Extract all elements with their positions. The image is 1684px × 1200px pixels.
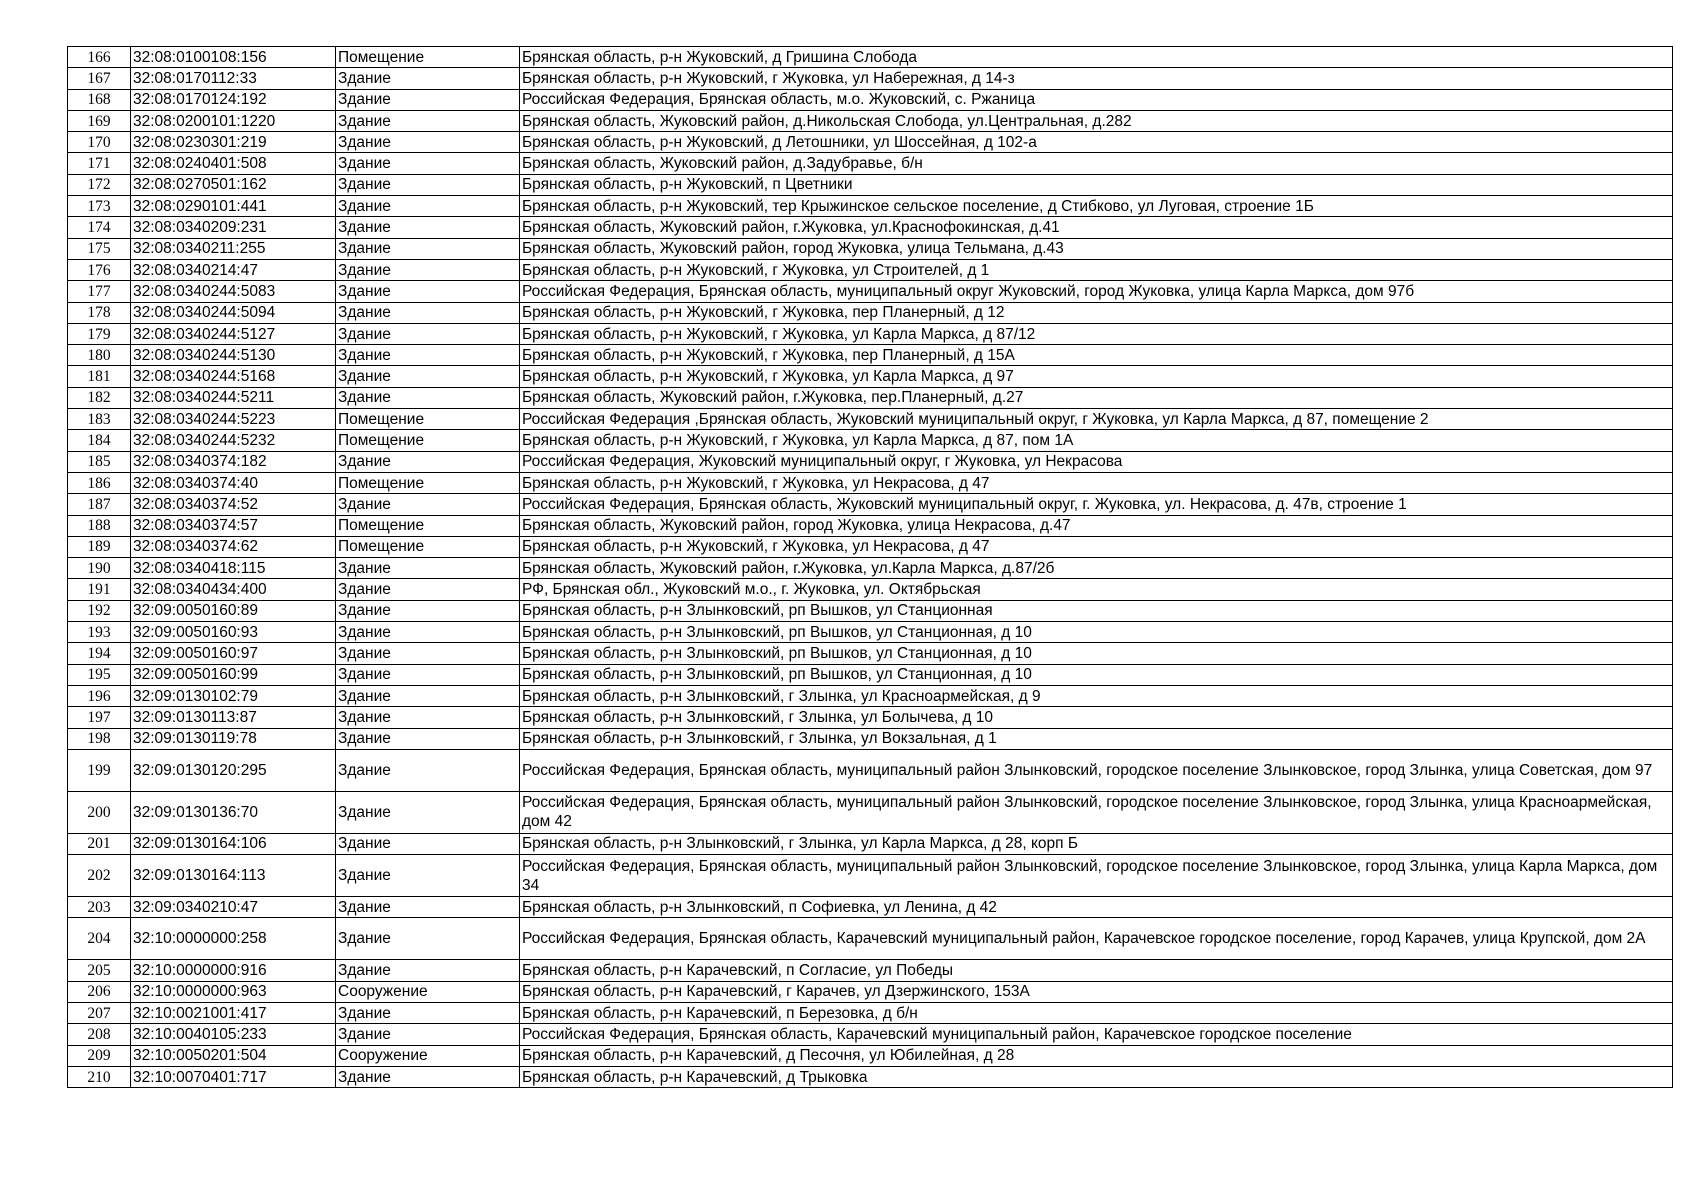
- table-row: [68, 707, 1673, 728]
- row-number-cell: 176: [68, 259, 131, 280]
- cadastral-number-cell: 32:09:0130119:78: [131, 728, 336, 749]
- address-cell: Брянская область, р-н Злынковский, г Злынка, ул Болычева, д 10: [520, 707, 1673, 728]
- table-row: [68, 728, 1673, 749]
- address-cell: Брянская область, Жуковский район, г.Жуковка, ул.Карла Маркса, д.87/2б: [520, 558, 1673, 579]
- row-number-cell: 177: [68, 281, 131, 302]
- table-row: [68, 68, 1673, 89]
- address-cell: Брянская область, р-н Злынковский, рп Вышков, ул Станционная, д 10: [520, 664, 1673, 685]
- object-type-cell: Здание: [336, 664, 520, 685]
- cadastral-number-cell: 32:08:0340244:5127: [131, 323, 336, 344]
- table-row: [68, 387, 1673, 408]
- row-number-cell: 166: [68, 47, 131, 68]
- object-type-cell: Здание: [336, 897, 520, 918]
- table-row: [68, 981, 1673, 1002]
- address-cell: Брянская область, р-н Жуковский, г Жуковка, пер Планерный, д 12: [520, 302, 1673, 323]
- row-number-cell: 205: [68, 960, 131, 981]
- object-type-cell: Здание: [336, 302, 520, 323]
- object-type-cell: Сооружение: [336, 981, 520, 1002]
- object-type-cell: Здание: [336, 323, 520, 344]
- object-type-cell: Здание: [336, 174, 520, 195]
- cadastral-number-cell: 32:08:0290101:441: [131, 196, 336, 217]
- object-type-cell: Здание: [336, 281, 520, 302]
- object-type-cell: Здание: [336, 960, 520, 981]
- object-type-cell: Сооружение: [336, 1045, 520, 1066]
- cadastral-number-cell: 32:08:0170112:33: [131, 68, 336, 89]
- row-number-cell: 181: [68, 366, 131, 387]
- address-cell: Брянская область, р-н Жуковский, г Жуковка, ул Некрасова, д 47: [520, 536, 1673, 557]
- cadastral-number-cell: 32:09:0050160:93: [131, 622, 336, 643]
- cadastral-number-cell: 32:08:0340434:400: [131, 579, 336, 600]
- cadastral-number-cell: 32:08:0340374:182: [131, 451, 336, 472]
- row-number-cell: 167: [68, 68, 131, 89]
- object-type-cell: Здание: [336, 728, 520, 749]
- object-type-cell: Помещение: [336, 409, 520, 430]
- cadastral-number-cell: 32:08:0340244:5094: [131, 302, 336, 323]
- row-number-cell: 206: [68, 981, 131, 1002]
- table-row: [68, 685, 1673, 706]
- table-row: [68, 1045, 1673, 1066]
- table-row: [68, 281, 1673, 302]
- table-row: [68, 174, 1673, 195]
- address-cell: Брянская область, р-н Жуковский, г Жуковка, ул Набережная, д 14-з: [520, 68, 1673, 89]
- object-type-cell: Помещение: [336, 536, 520, 557]
- table-row: [68, 515, 1673, 536]
- address-cell: Брянская область, Жуковский район, город Жуковка, улица Некрасова, д.47: [520, 515, 1673, 536]
- table-row: [68, 855, 1673, 897]
- row-number-cell: 202: [68, 855, 131, 897]
- address-cell: Брянская область, р-н Карачевский, д Трыковка: [520, 1066, 1673, 1087]
- address-cell: РФ, Брянская обл., Жуковский м.о., г. Жуковка, ул. Октябрьская: [520, 579, 1673, 600]
- row-number-cell: 168: [68, 89, 131, 110]
- object-type-cell: Здание: [336, 259, 520, 280]
- table-row: [68, 1024, 1673, 1045]
- cadastral-number-cell: 32:09:0340210:47: [131, 897, 336, 918]
- cadastral-number-cell: 32:10:0000000:258: [131, 918, 336, 960]
- object-type-cell: Здание: [336, 685, 520, 706]
- cadastral-number-cell: 32:08:0100108:156: [131, 47, 336, 68]
- row-number-cell: 193: [68, 622, 131, 643]
- cadastral-number-cell: 32:08:0340211:255: [131, 238, 336, 259]
- row-number-cell: 170: [68, 132, 131, 153]
- cadastral-number-cell: 32:10:0021001:417: [131, 1002, 336, 1023]
- object-type-cell: Здание: [336, 918, 520, 960]
- table-row: [68, 430, 1673, 451]
- cadastral-number-cell: 32:08:0230301:219: [131, 132, 336, 153]
- cadastral-number-cell: 32:08:0340214:47: [131, 259, 336, 280]
- table-row: [68, 600, 1673, 621]
- row-number-cell: 201: [68, 833, 131, 854]
- address-cell: Брянская область, р-н Жуковский, г Жуковка, ул Карла Маркса, д 87/12: [520, 323, 1673, 344]
- cadastral-number-cell: 32:08:0340244:5223: [131, 409, 336, 430]
- object-type-cell: Здание: [336, 579, 520, 600]
- address-cell: Брянская область, р-н Карачевский, д Песочня, ул Юбилейная, д 28: [520, 1045, 1673, 1066]
- cadastral-number-cell: 32:09:0050160:97: [131, 643, 336, 664]
- address-cell: Российская Федерация, Брянская область, Жуковский муниципальный округ, г. Жуковка, ул. Некрасова, д. 47в, строение 1: [520, 494, 1673, 515]
- object-type-cell: Здание: [336, 217, 520, 238]
- object-type-cell: Здание: [336, 749, 520, 791]
- table-row: [68, 345, 1673, 366]
- cadastral-number-cell: 32:09:0130113:87: [131, 707, 336, 728]
- address-cell: Российская Федерация, Брянская область, Карачевский муниципальный район, Карачевское городское поселение, город Карачев, улица Крупской, дом 2А: [520, 918, 1673, 960]
- cadastral-number-cell: 32:10:0050201:504: [131, 1045, 336, 1066]
- table-row: [68, 1066, 1673, 1087]
- address-cell: Российская Федерация ,Брянская область, Жуковский муниципальный округ, г Жуковка, ул Карла Маркса, д 87, помещение 2: [520, 409, 1673, 430]
- table-row: [68, 153, 1673, 174]
- address-cell: Брянская область, р-н Злынковский, рп Вышков, ул Станционная, д 10: [520, 643, 1673, 664]
- cadastral-number-cell: 32:09:0130164:113: [131, 855, 336, 897]
- table-row: [68, 918, 1673, 960]
- cadastral-number-cell: 32:08:0340209:231: [131, 217, 336, 238]
- cadastral-number-cell: 32:10:0040105:233: [131, 1024, 336, 1045]
- row-number-cell: 180: [68, 345, 131, 366]
- object-type-cell: Помещение: [336, 47, 520, 68]
- table-row: [68, 110, 1673, 131]
- row-number-cell: 203: [68, 897, 131, 918]
- address-cell: Брянская область, Жуковский район, д.Никольская Слобода, ул.Центральная, д.282: [520, 110, 1673, 131]
- table-row: [68, 132, 1673, 153]
- address-cell: Российская Федерация, Брянская область, м.о. Жуковский, с. Ржаница: [520, 89, 1673, 110]
- row-number-cell: 185: [68, 451, 131, 472]
- object-type-cell: Здание: [336, 345, 520, 366]
- property-table: [67, 46, 1673, 1088]
- cadastral-number-cell: 32:08:0340374:62: [131, 536, 336, 557]
- object-type-cell: Здание: [336, 707, 520, 728]
- address-cell: Брянская область, р-н Злынковский, г Злынка, ул Красноармейская, д 9: [520, 685, 1673, 706]
- address-cell: Брянская область, р-н Злынковский, п Софиевка, ул Ленина, д 42: [520, 897, 1673, 918]
- row-number-cell: 199: [68, 749, 131, 791]
- address-cell: Российская Федерация, Жуковский муниципальный округ, г Жуковка, ул Некрасова: [520, 451, 1673, 472]
- table-row: [68, 451, 1673, 472]
- row-number-cell: 183: [68, 409, 131, 430]
- address-cell: Брянская область, р-н Жуковский, г Жуковка, ул Карла Маркса, д 97: [520, 366, 1673, 387]
- address-cell: Брянская область, р-н Злынковский, г Злынка, ул Вокзальная, д 1: [520, 728, 1673, 749]
- row-number-cell: 207: [68, 1002, 131, 1023]
- address-cell: Брянская область, Жуковский район, д.Задубравье, б/н: [520, 153, 1673, 174]
- row-number-cell: 174: [68, 217, 131, 238]
- table-row: [68, 960, 1673, 981]
- table-row: [68, 366, 1673, 387]
- table-row: [68, 833, 1673, 854]
- row-number-cell: 204: [68, 918, 131, 960]
- table-row: [68, 643, 1673, 664]
- object-type-cell: Здание: [336, 558, 520, 579]
- object-type-cell: Здание: [336, 791, 520, 833]
- address-cell: Брянская область, р-н Жуковский, г Жуковка, пер Планерный, д 15А: [520, 345, 1673, 366]
- table-row: [68, 664, 1673, 685]
- cadastral-number-cell: 32:08:0340374:52: [131, 494, 336, 515]
- object-type-cell: Здание: [336, 153, 520, 174]
- cadastral-number-cell: 32:08:0240401:508: [131, 153, 336, 174]
- cadastral-number-cell: 32:08:0340244:5232: [131, 430, 336, 451]
- address-cell: Российская Федерация, Брянская область, муниципальный район Злынковский, городское поселение Злынковское, город Злынка, улица Карла Маркса, дом 34: [520, 855, 1673, 897]
- cadastral-number-cell: 32:08:0340244:5083: [131, 281, 336, 302]
- object-type-cell: Здание: [336, 68, 520, 89]
- address-cell: Брянская область, р-н Злынковский, рп Вышков, ул Станционная, д 10: [520, 622, 1673, 643]
- object-type-cell: Здание: [336, 196, 520, 217]
- table-row: [68, 302, 1673, 323]
- table-body: [68, 47, 1673, 1088]
- table-row: [68, 791, 1673, 833]
- row-number-cell: 187: [68, 494, 131, 515]
- cadastral-number-cell: 32:09:0130136:70: [131, 791, 336, 833]
- address-cell: Российская Федерация, Брянская область, муниципальный район Злынковский, городское поселение Злынковское, город Злынка, улица Советская, дом 97: [520, 749, 1673, 791]
- object-type-cell: Здание: [336, 387, 520, 408]
- address-cell: Брянская область, р-н Жуковский, п Цветники: [520, 174, 1673, 195]
- object-type-cell: Здание: [336, 366, 520, 387]
- row-number-cell: 184: [68, 430, 131, 451]
- cadastral-number-cell: 32:10:0070401:717: [131, 1066, 336, 1087]
- address-cell: Брянская область, р-н Злынковский, рп Вышков, ул Станционная: [520, 600, 1673, 621]
- object-type-cell: Здание: [336, 1002, 520, 1023]
- cadastral-number-cell: 32:08:0340244:5211: [131, 387, 336, 408]
- address-cell: Брянская область, Жуковский район, город Жуковка, улица Тельмана, д.43: [520, 238, 1673, 259]
- address-cell: Брянская область, р-н Жуковский, г Жуковка, ул Карла Маркса, д 87, пом 1А: [520, 430, 1673, 451]
- cadastral-number-cell: 32:09:0130164:106: [131, 833, 336, 854]
- object-type-cell: Здание: [336, 89, 520, 110]
- row-number-cell: 175: [68, 238, 131, 259]
- row-number-cell: 198: [68, 728, 131, 749]
- table-row: [68, 558, 1673, 579]
- table-row: [68, 217, 1673, 238]
- address-cell: Российская Федерация, Брянская область, Карачевский муниципальный район, Карачевское городское поселение: [520, 1024, 1673, 1045]
- row-number-cell: 172: [68, 174, 131, 195]
- row-number-cell: 191: [68, 579, 131, 600]
- object-type-cell: Здание: [336, 451, 520, 472]
- object-type-cell: Здание: [336, 132, 520, 153]
- object-type-cell: Помещение: [336, 430, 520, 451]
- address-cell: Брянская область, р-н Жуковский, тер Крыжинское сельское поселение, д Стибково, ул Луговая, строение 1Б: [520, 196, 1673, 217]
- table-row: [68, 1002, 1673, 1023]
- cadastral-number-cell: 32:10:0000000:916: [131, 960, 336, 981]
- object-type-cell: Здание: [336, 1024, 520, 1045]
- row-number-cell: 196: [68, 685, 131, 706]
- cadastral-number-cell: 32:08:0340244:5130: [131, 345, 336, 366]
- row-number-cell: 190: [68, 558, 131, 579]
- row-number-cell: 171: [68, 153, 131, 174]
- object-type-cell: Здание: [336, 833, 520, 854]
- cadastral-number-cell: 32:08:0340244:5168: [131, 366, 336, 387]
- object-type-cell: Здание: [336, 622, 520, 643]
- cadastral-number-cell: 32:08:0340374:40: [131, 472, 336, 493]
- address-cell: Брянская область, р-н Жуковский, г Жуковка, ул Некрасова, д 47: [520, 472, 1673, 493]
- row-number-cell: 186: [68, 472, 131, 493]
- address-cell: Брянская область, р-н Жуковский, г Жуковка, ул Строителей, д 1: [520, 259, 1673, 280]
- row-number-cell: 197: [68, 707, 131, 728]
- table-row: [68, 323, 1673, 344]
- table-row: [68, 536, 1673, 557]
- table-row: [68, 472, 1673, 493]
- cadastral-number-cell: 32:08:0340374:57: [131, 515, 336, 536]
- row-number-cell: 169: [68, 110, 131, 131]
- address-cell: Брянская область, Жуковский район, г.Жуковка, пер.Планерный, д.27: [520, 387, 1673, 408]
- table-row: [68, 47, 1673, 68]
- object-type-cell: Здание: [336, 600, 520, 621]
- address-cell: Брянская область, р-н Карачевский, п Согласие, ул Победы: [520, 960, 1673, 981]
- table-row: [68, 259, 1673, 280]
- address-cell: Российская Федерация, Брянская область, муниципальный округ Жуковский, город Жуковка, улица Карла Маркса, дом 97б: [520, 281, 1673, 302]
- table-row: [68, 622, 1673, 643]
- object-type-cell: Здание: [336, 1066, 520, 1087]
- row-number-cell: 209: [68, 1045, 131, 1066]
- cadastral-number-cell: 32:09:0050160:99: [131, 664, 336, 685]
- row-number-cell: 173: [68, 196, 131, 217]
- address-cell: Брянская область, р-н Жуковский, д Гришина Слобода: [520, 47, 1673, 68]
- row-number-cell: 192: [68, 600, 131, 621]
- row-number-cell: 195: [68, 664, 131, 685]
- row-number-cell: 178: [68, 302, 131, 323]
- address-cell: Российская Федерация, Брянская область, муниципальный район Злынковский, городское поселение Злынковское, город Злынка, улица Красноармейская, дом 42: [520, 791, 1673, 833]
- table-row: [68, 409, 1673, 430]
- cadastral-number-cell: 32:09:0050160:89: [131, 600, 336, 621]
- row-number-cell: 194: [68, 643, 131, 664]
- table-row: [68, 494, 1673, 515]
- cadastral-number-cell: 32:10:0000000:963: [131, 981, 336, 1002]
- table-row: [68, 89, 1673, 110]
- table-row: [68, 897, 1673, 918]
- object-type-cell: Помещение: [336, 472, 520, 493]
- object-type-cell: Здание: [336, 238, 520, 259]
- row-number-cell: 189: [68, 536, 131, 557]
- cadastral-number-cell: 32:08:0170124:192: [131, 89, 336, 110]
- object-type-cell: Здание: [336, 855, 520, 897]
- row-number-cell: 188: [68, 515, 131, 536]
- address-cell: Брянская область, р-н Жуковский, д Летошники, ул Шоссейная, д 102-а: [520, 132, 1673, 153]
- object-type-cell: Здание: [336, 110, 520, 131]
- row-number-cell: 179: [68, 323, 131, 344]
- table-row: [68, 196, 1673, 217]
- cadastral-number-cell: 32:08:0270501:162: [131, 174, 336, 195]
- table-row: [68, 579, 1673, 600]
- object-type-cell: Помещение: [336, 515, 520, 536]
- address-cell: Брянская область, р-н Злынковский, г Злынка, ул Карла Маркса, д 28, корп Б: [520, 833, 1673, 854]
- address-cell: Брянская область, р-н Карачевский, п Березовка, д б/н: [520, 1002, 1673, 1023]
- row-number-cell: 210: [68, 1066, 131, 1087]
- address-cell: Брянская область, р-н Карачевский, г Карачев, ул Дзержинского, 153А: [520, 981, 1673, 1002]
- object-type-cell: Здание: [336, 643, 520, 664]
- cadastral-number-cell: 32:08:0200101:1220: [131, 110, 336, 131]
- object-type-cell: Здание: [336, 494, 520, 515]
- cadastral-number-cell: 32:09:0130120:295: [131, 749, 336, 791]
- cadastral-number-cell: 32:09:0130102:79: [131, 685, 336, 706]
- table-row: [68, 749, 1673, 791]
- row-number-cell: 200: [68, 791, 131, 833]
- table-row: [68, 238, 1673, 259]
- document-page: [67, 46, 1672, 1088]
- row-number-cell: 182: [68, 387, 131, 408]
- address-cell: Брянская область, Жуковский район, г.Жуковка, ул.Краснофокинская, д.41: [520, 217, 1673, 238]
- cadastral-number-cell: 32:08:0340418:115: [131, 558, 336, 579]
- row-number-cell: 208: [68, 1024, 131, 1045]
